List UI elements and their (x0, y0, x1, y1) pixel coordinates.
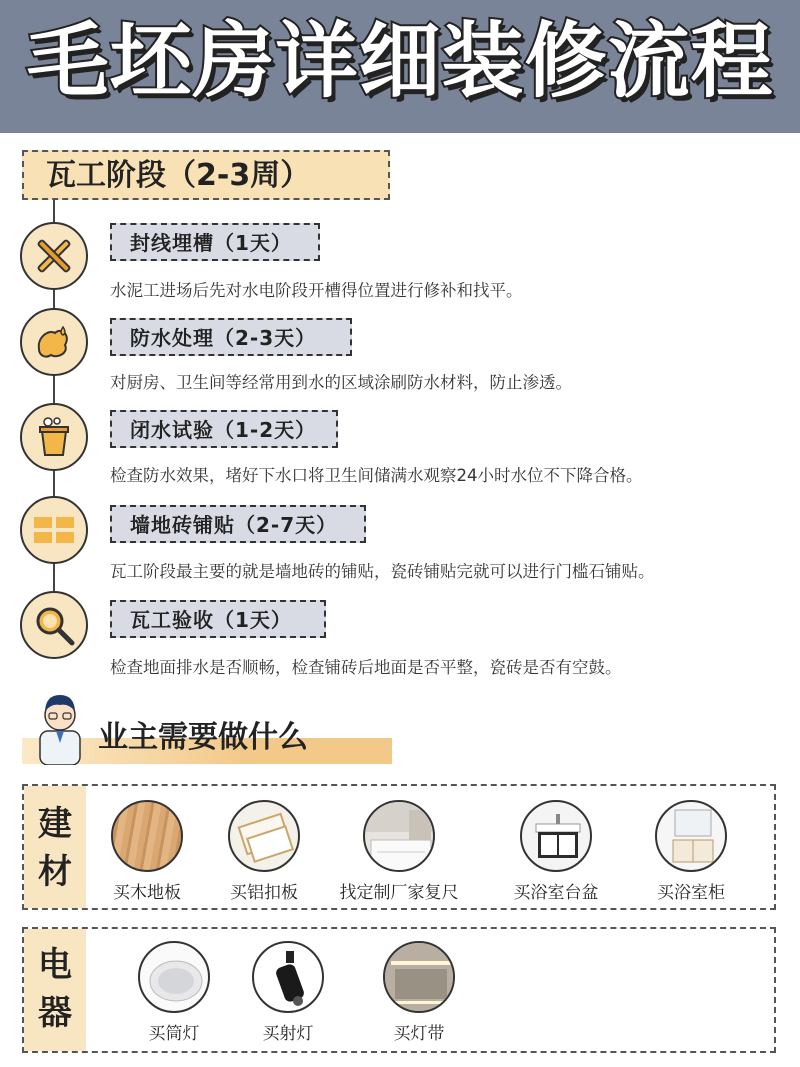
spotlight-image (252, 941, 324, 1013)
header-banner (0, 0, 800, 133)
magnifier-icon (20, 591, 88, 659)
waterproof-icon (20, 308, 88, 376)
material-label: 买木地板 (113, 883, 181, 903)
step-description: 检查防水效果，堵好下水口将卫生间储满水观察24小时水位不下降合格。 (110, 466, 643, 485)
step-description: 对厨房、卫生间等经常用到水的区域涂刷防水材料，防止渗透。 (110, 373, 572, 392)
light-strip-image (383, 941, 455, 1013)
step-name: 瓦工验收（1天） (130, 608, 292, 632)
ceiling-panel-image (228, 800, 300, 872)
electrical-item (228, 941, 348, 1045)
tools-icon (20, 222, 88, 290)
step-tag (110, 223, 320, 261)
materials-label-char: 材 (38, 852, 72, 892)
page-title: 毛坯房详细装修流程 (26, 14, 774, 109)
materials-label-char: 建 (38, 804, 72, 844)
stage-title-tag (22, 150, 390, 200)
material-label: 找定制厂家复尺 (339, 883, 459, 903)
step-tag (110, 318, 352, 356)
electrical-label (24, 929, 86, 1051)
electrical-label-text: 买筒灯 (148, 1024, 200, 1044)
step-name: 防水处理（2-3天） (130, 326, 317, 350)
electrical-label-text: 买灯带 (393, 1024, 445, 1044)
custom-cabinet-image (363, 800, 435, 872)
step-description: 水泥工进场后先对水电阶段开槽得位置进行修补和找平。 (110, 281, 523, 300)
bucket-icon (20, 403, 88, 471)
electrical-box (22, 927, 776, 1053)
electrical-label-char: 器 (38, 993, 72, 1033)
material-label: 买浴室柜 (657, 883, 725, 903)
material-item (204, 800, 324, 904)
step-tag (110, 410, 338, 448)
electrical-item (114, 941, 234, 1045)
step-name: 封线埋槽（1天） (130, 231, 292, 255)
materials-label (24, 786, 86, 908)
electrical-label-text: 买射灯 (262, 1024, 314, 1044)
step-description: 检查地面排水是否顺畅，检查铺砖后地面是否平整，瓷砖是否有空鼓。 (110, 658, 622, 677)
wood-floor-image (111, 800, 183, 872)
tile-icon (20, 496, 88, 564)
step-description: 瓦工阶段最主要的就是墙地砖的铺贴，瓷砖铺贴完就可以进行门槛石铺贴。 (110, 562, 655, 581)
material-item (87, 800, 207, 904)
materials-box (22, 784, 776, 910)
electrical-item (359, 941, 479, 1045)
step-name: 墙地砖铺贴（2-7天） (130, 513, 338, 537)
material-label: 买浴室台盆 (513, 883, 599, 903)
step-tag (110, 505, 366, 543)
step-name: 闭水试验（1-2天） (130, 418, 317, 442)
worker-avatar (32, 685, 88, 765)
downlight-image (138, 941, 210, 1013)
material-item (339, 800, 459, 904)
electrical-label-char: 电 (38, 945, 72, 985)
bathroom-cabinet-image (655, 800, 727, 872)
owner-section-title: 业主需要做什么 (98, 720, 308, 755)
material-item (631, 800, 751, 904)
material-item (496, 800, 616, 904)
bathroom-basin-image (520, 800, 592, 872)
step-tag (110, 600, 326, 638)
stage-title: 瓦工阶段（2-3周） (46, 158, 311, 193)
material-label: 买铝扣板 (230, 883, 298, 903)
